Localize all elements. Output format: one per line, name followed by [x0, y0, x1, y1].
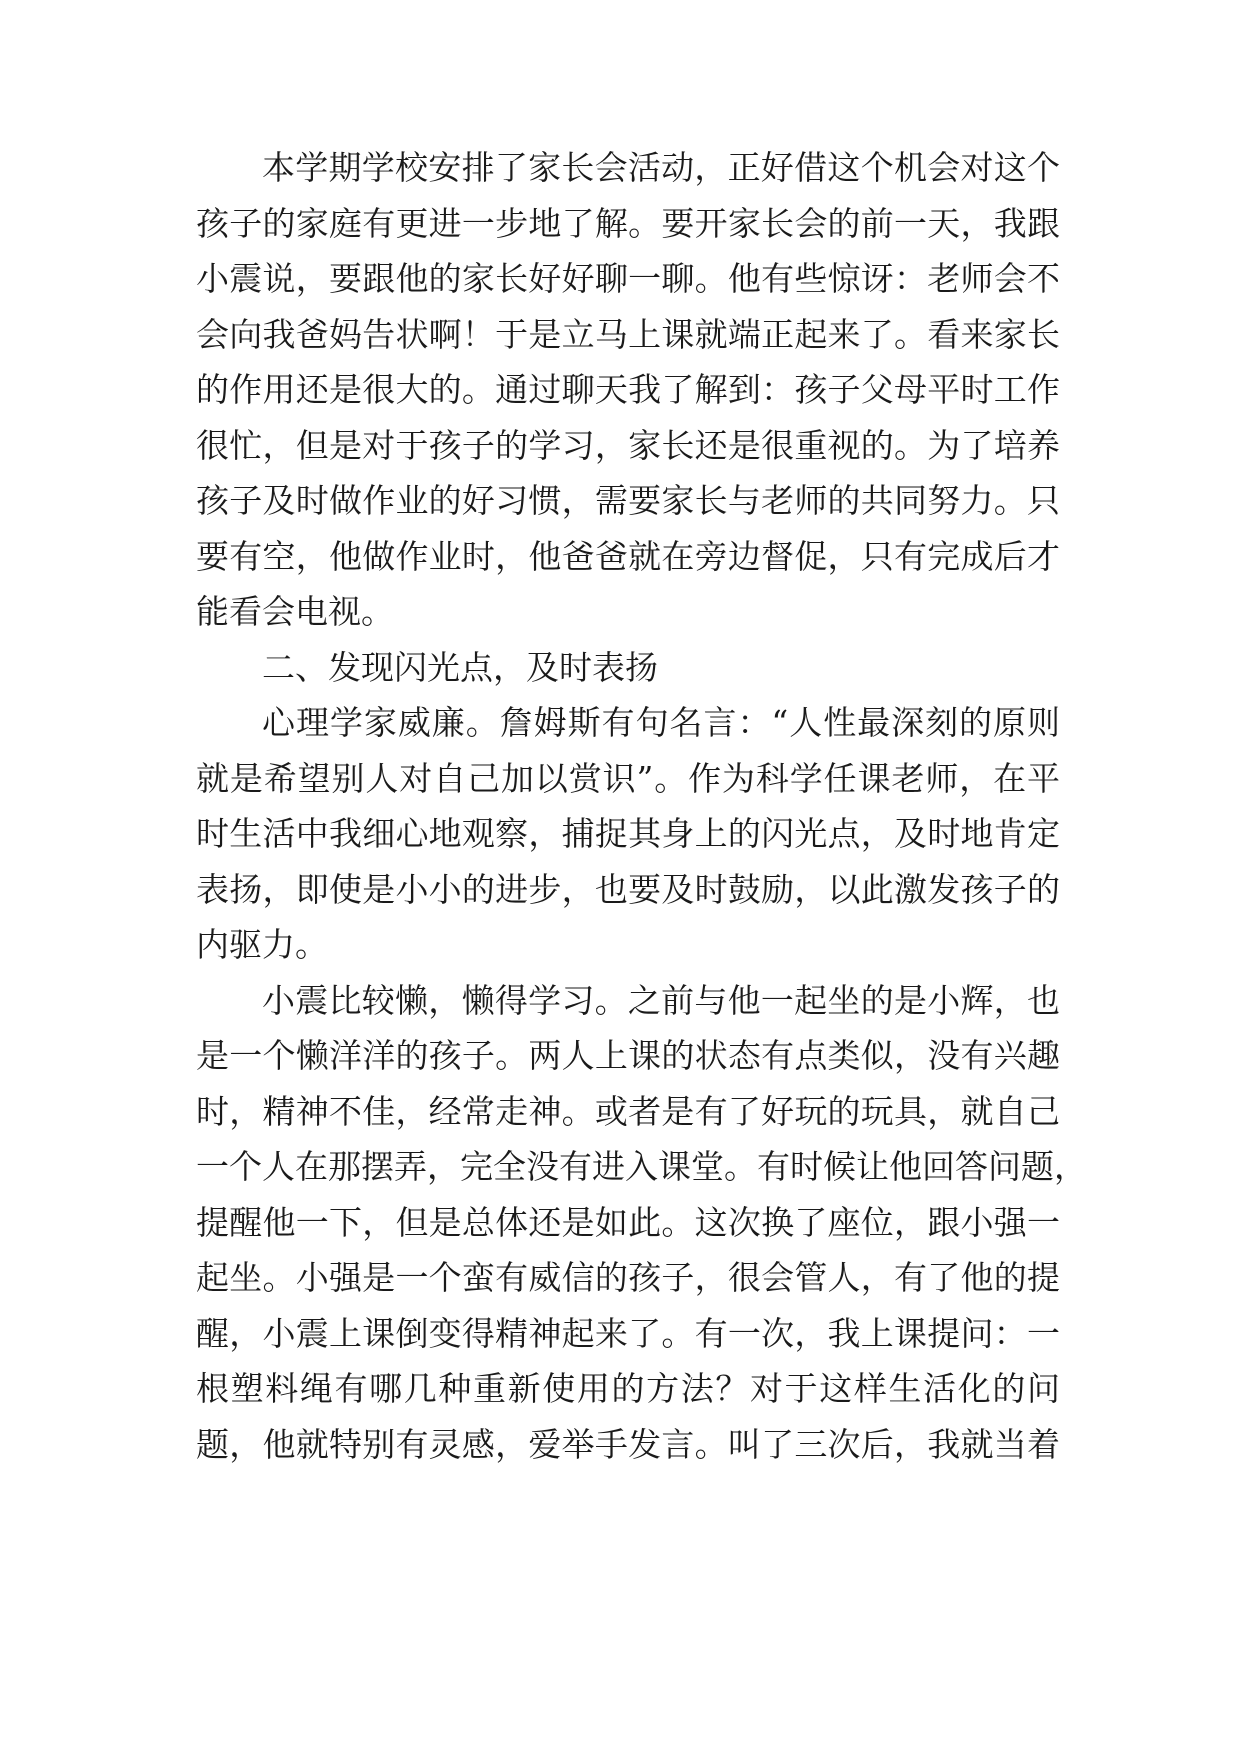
- paragraph-3-line-8: 根塑料绳有哪几种重新使用的方法？对于这样生活化的问: [196, 1369, 1060, 1408]
- paragraph-2-line-3: 时生活中我细心地观察，捕捉其身上的闪光点，及时地肯定: [196, 814, 1060, 853]
- paragraph-1-line-2: 孩子的家庭有更进一步地了解。要开家长会的前一天，我跟: [196, 204, 1060, 243]
- paragraph-2-line-1: 心理学家威廉。詹姆斯有句名言：“人性最深刻的原则: [262, 703, 1060, 742]
- paragraph-3-line-2: 是一个懒洋洋的孩子。两人上课的状态有点类似，没有兴趣: [196, 1036, 1060, 1075]
- paragraph-2-line-2: 就是希望别人对自己加以赏识”。作为科学任课老师，在平: [196, 759, 1060, 798]
- paragraph-3-line-4: 一个人在那摆弄，完全没有进入课堂。有时候让他回答问题，: [196, 1147, 1087, 1186]
- paragraph-3-line-3: 时，精神不佳，经常走神。或者是有了好玩的玩具，就自己: [196, 1092, 1060, 1131]
- paragraph-1-line-8: 要有空，他做作业时，他爸爸就在旁边督促，只有完成后才: [196, 537, 1060, 576]
- paragraph-3-line-5: 提醒他一下，但是总体还是如此。这次换了座位，跟小强一: [196, 1203, 1060, 1242]
- paragraph-1-line-7: 孩子及时做作业的好习惯，需要家长与老师的共同努力。只: [196, 481, 1060, 520]
- section-heading: 二、发现闪光点，及时表扬: [262, 648, 658, 687]
- paragraph-1-line-9: 能看会电视。: [196, 592, 394, 631]
- paragraph-3-line-7: 醒，小震上课倒变得精神起来了。有一次，我上课提问：一: [196, 1314, 1060, 1353]
- paragraph-3-line-1: 小震比较懒，懒得学习。之前与他一起坐的是小辉，也: [262, 981, 1060, 1020]
- paragraph-1-line-3: 小震说，要跟他的家长好好聊一聊。他有些惊讶：老师会不: [196, 259, 1060, 298]
- paragraph-3-line-6: 起坐。小强是一个蛮有威信的孩子，很会管人，有了他的提: [196, 1258, 1060, 1297]
- paragraph-1-line-1: 本学期学校安排了家长会活动，正好借这个机会对这个: [262, 148, 1060, 187]
- paragraph-1-line-4: 会向我爸妈告状啊！于是立马上课就端正起来了。看来家长: [196, 315, 1060, 354]
- paragraph-2-line-5: 内驱力。: [196, 925, 328, 964]
- paragraph-3-line-9: 题，他就特别有灵感，爱举手发言。叫了三次后，我就当着: [196, 1425, 1060, 1464]
- paragraph-1-line-5: 的作用还是很大的。通过聊天我了解到：孩子父母平时工作: [196, 370, 1060, 409]
- paragraph-2-line-4: 表扬，即使是小小的进步，也要及时鼓励，以此激发孩子的: [196, 870, 1060, 909]
- paragraph-1-line-6: 很忙，但是对于孩子的学习，家长还是很重视的。为了培养: [196, 426, 1060, 465]
